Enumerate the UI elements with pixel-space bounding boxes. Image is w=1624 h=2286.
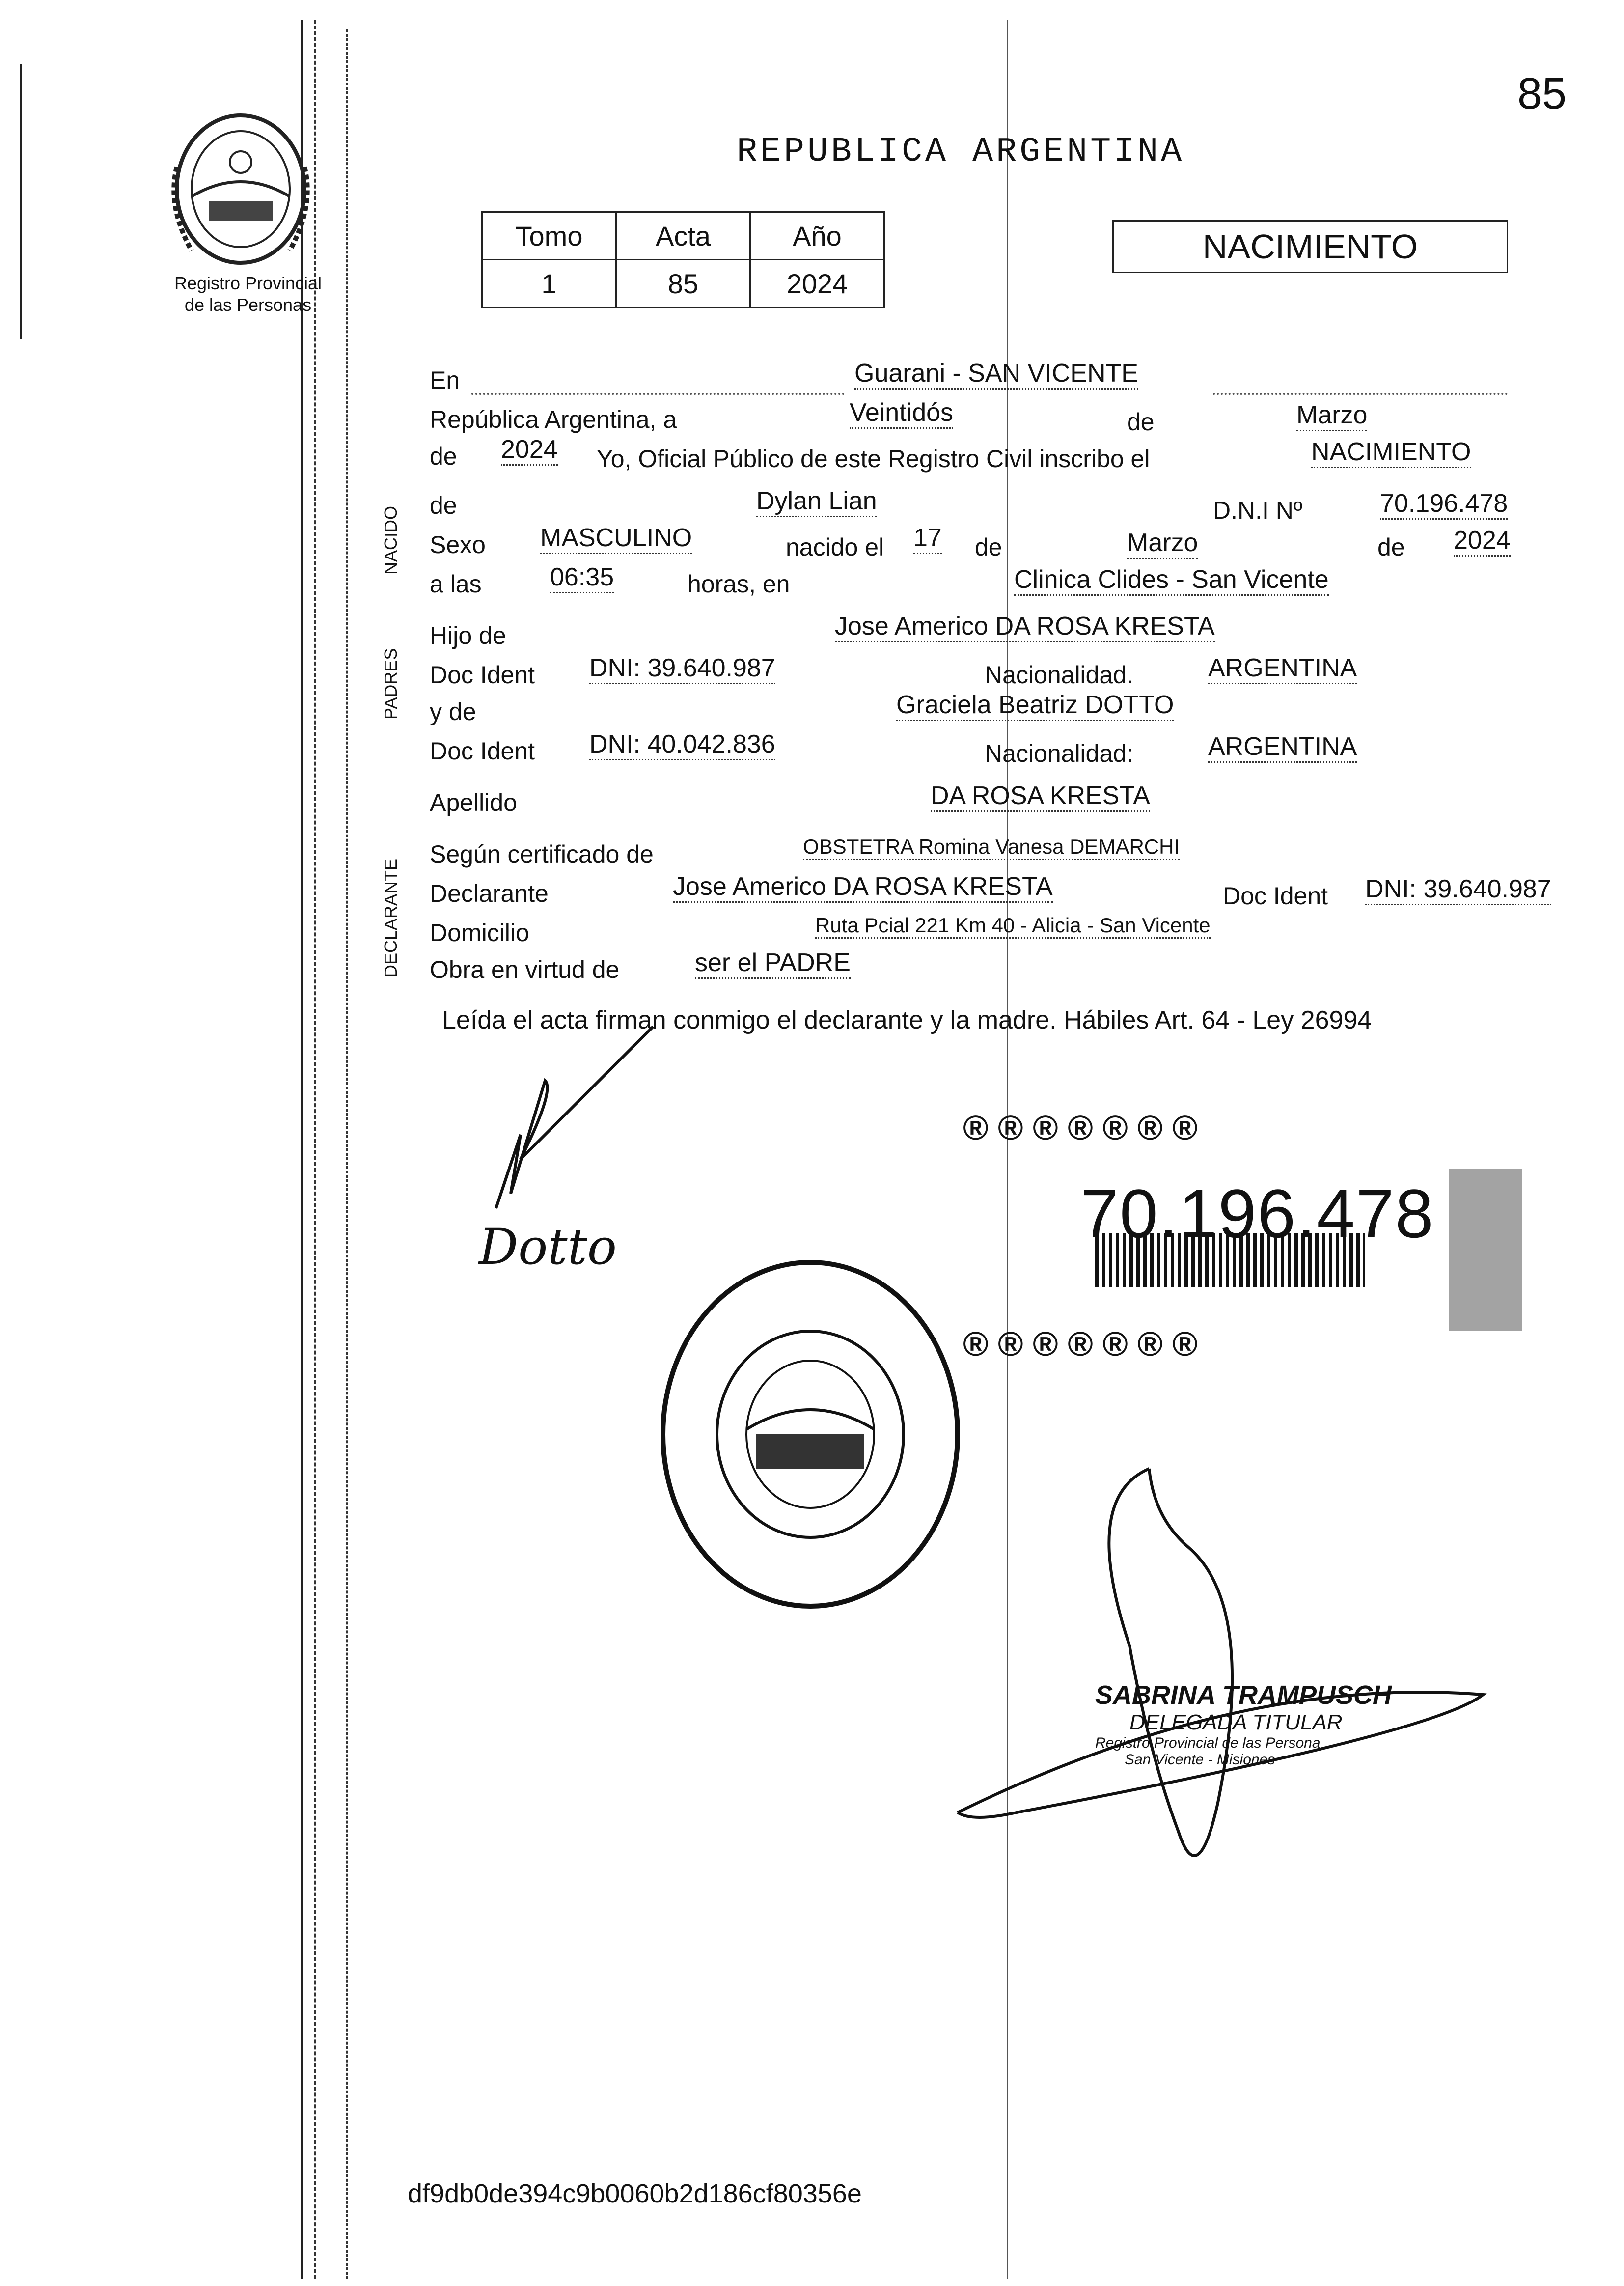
yde-label: y de [430, 698, 476, 725]
de-label: de [1127, 408, 1155, 436]
address-field: Ruta Pcial 221 Km 40 - Alicia - San Vicente [815, 914, 1211, 939]
horas-label: horas, en [688, 570, 790, 598]
surname-field: DA ROSA KRESTA [931, 781, 1150, 812]
child-name-field: Dylan Lian [756, 486, 877, 517]
official-stamp [1095, 1680, 1414, 1768]
sexo-label: Sexo [430, 531, 486, 558]
dni-label: D.N.I Nº [1213, 497, 1303, 524]
day-words-field: Veintidós [850, 398, 953, 429]
declarant-name-field: Jose Americo DA ROSA KRESTA [673, 872, 1053, 903]
section-label-nacido: NACIDO [381, 505, 401, 575]
official-place: San Vicente - Misiones [1125, 1752, 1275, 1768]
father-nationality-field: ARGENTINA [1208, 653, 1357, 684]
official-text: Yo, Oficial Público de este Registro Civil inscribo el [597, 445, 1150, 473]
de-label-2: de [430, 443, 457, 470]
place-field: Guarani - SAN VICENTE [854, 359, 1138, 390]
father-name-field: Jose Americo DA ROSA KRESTA [835, 612, 1215, 642]
nacionalidad-label-2: Nacionalidad: [985, 740, 1133, 767]
dot-leader [471, 393, 845, 395]
certificado-label: Según certificado de [430, 840, 654, 868]
logo-caption-line2: de las Personas [184, 295, 312, 315]
registry-header-row [482, 212, 884, 260]
registry-header-ano: Año [750, 212, 884, 260]
alas-label: a las [430, 570, 482, 598]
barcode-number: 70.196.478 [1080, 1175, 1434, 1252]
registry-table [481, 211, 885, 308]
registry-ano: 2024 [750, 260, 884, 307]
birth-year-field: 2024 [1454, 526, 1511, 557]
document-hash: df9db0de394c9b0060b2d186cf80356e [408, 2179, 862, 2208]
apellido-label: Apellido [430, 789, 517, 816]
registry-header-tomo: Tomo [482, 212, 616, 260]
birth-time-field: 06:35 [550, 562, 614, 593]
father-dni-field: DNI: 39.640.987 [589, 653, 775, 684]
birth-month-field: Marzo [1127, 528, 1198, 559]
registry-seal [658, 1257, 963, 1631]
obra-reason-field: ser el PADRE [695, 948, 851, 979]
domicilio-label: Domicilio [430, 919, 529, 947]
dot-leader [1213, 393, 1508, 395]
registry-acta: 85 [616, 260, 750, 307]
sexo-field: MASCULINO [540, 523, 692, 554]
section-label-declarante: DECLARANTE [381, 858, 401, 977]
en-label: En [430, 366, 460, 394]
nacionalidad-label: Nacionalidad. [985, 661, 1133, 689]
doc-label-2: Doc Ident [430, 737, 535, 765]
official-org: Registro Provincial de las Persona [1095, 1735, 1321, 1751]
year-field: 2024 [501, 435, 558, 466]
registry-tomo: 1 [482, 260, 616, 307]
registry-value-row [482, 260, 884, 307]
provincial-registry-logo [162, 108, 319, 270]
page-number: 85 [1517, 69, 1567, 118]
declarant-signature [467, 1022, 663, 1218]
de-label-3: de [430, 492, 457, 519]
mother-nationality-field: ARGENTINA [1208, 732, 1357, 763]
hijo-label: Hijo de [430, 622, 506, 649]
official-role: DELEGADA TITULAR [1129, 1710, 1343, 1734]
left-margin-line [20, 64, 22, 339]
registry-header-acta: Acta [616, 212, 750, 260]
nacido-label: nacido el [786, 533, 884, 561]
country-label: República Argentina, a [430, 406, 677, 433]
legal-text: Leída el acta firman conmigo el declarante y la madre. Hábiles Art. 64 - Ley 26994 [442, 1006, 1372, 1034]
logo-caption-line1: Registro Provincial [174, 273, 322, 293]
binding-line [301, 20, 303, 2279]
official-name: SABRINA TRAMPUSCH [1095, 1680, 1392, 1710]
declarante-label: Declarante [430, 880, 549, 907]
month-field: Marzo [1296, 400, 1367, 431]
mother-name-field: Graciela Beatriz DOTTO [896, 690, 1174, 721]
mother-dni-field: DNI: 40.042.836 [589, 729, 775, 760]
birth-place-field: Clinica Clides - San Vicente [1014, 565, 1329, 596]
de-label-4: de [975, 533, 1002, 561]
binding-dash-2 [346, 29, 348, 2279]
section-label-padres: PADRES [381, 648, 401, 720]
declarant-dni-field: DNI: 39.640.987 [1365, 874, 1551, 905]
de-label-5: de [1377, 533, 1405, 561]
birth-day-field: 17 [913, 523, 942, 554]
doc-label-3: Doc Ident [1223, 882, 1328, 910]
act-type-field: NACIMIENTO [1311, 437, 1471, 468]
obra-label: Obra en virtud de [430, 956, 620, 983]
form-type-box: NACIMIENTO [1112, 220, 1508, 273]
doc-label: Doc Ident [430, 661, 535, 689]
child-dni-field: 70.196.478 [1380, 489, 1508, 520]
certifier-field: OBSTETRA Romina Vanesa DEMARCHI [803, 835, 1180, 860]
binding-dash [314, 20, 316, 2279]
mother-signature: Dotto [479, 1218, 617, 1276]
logo-caption [157, 273, 339, 316]
country-title: REPUBLICA ARGENTINA [737, 133, 1185, 171]
svg-text:® ® ® ® ® ® ®: ® ® ® ® ® ® ® [963, 1325, 1197, 1363]
svg-text:® ® ® ® ® ® ®: ® ® ® ® ® ® ® [963, 1110, 1197, 1147]
